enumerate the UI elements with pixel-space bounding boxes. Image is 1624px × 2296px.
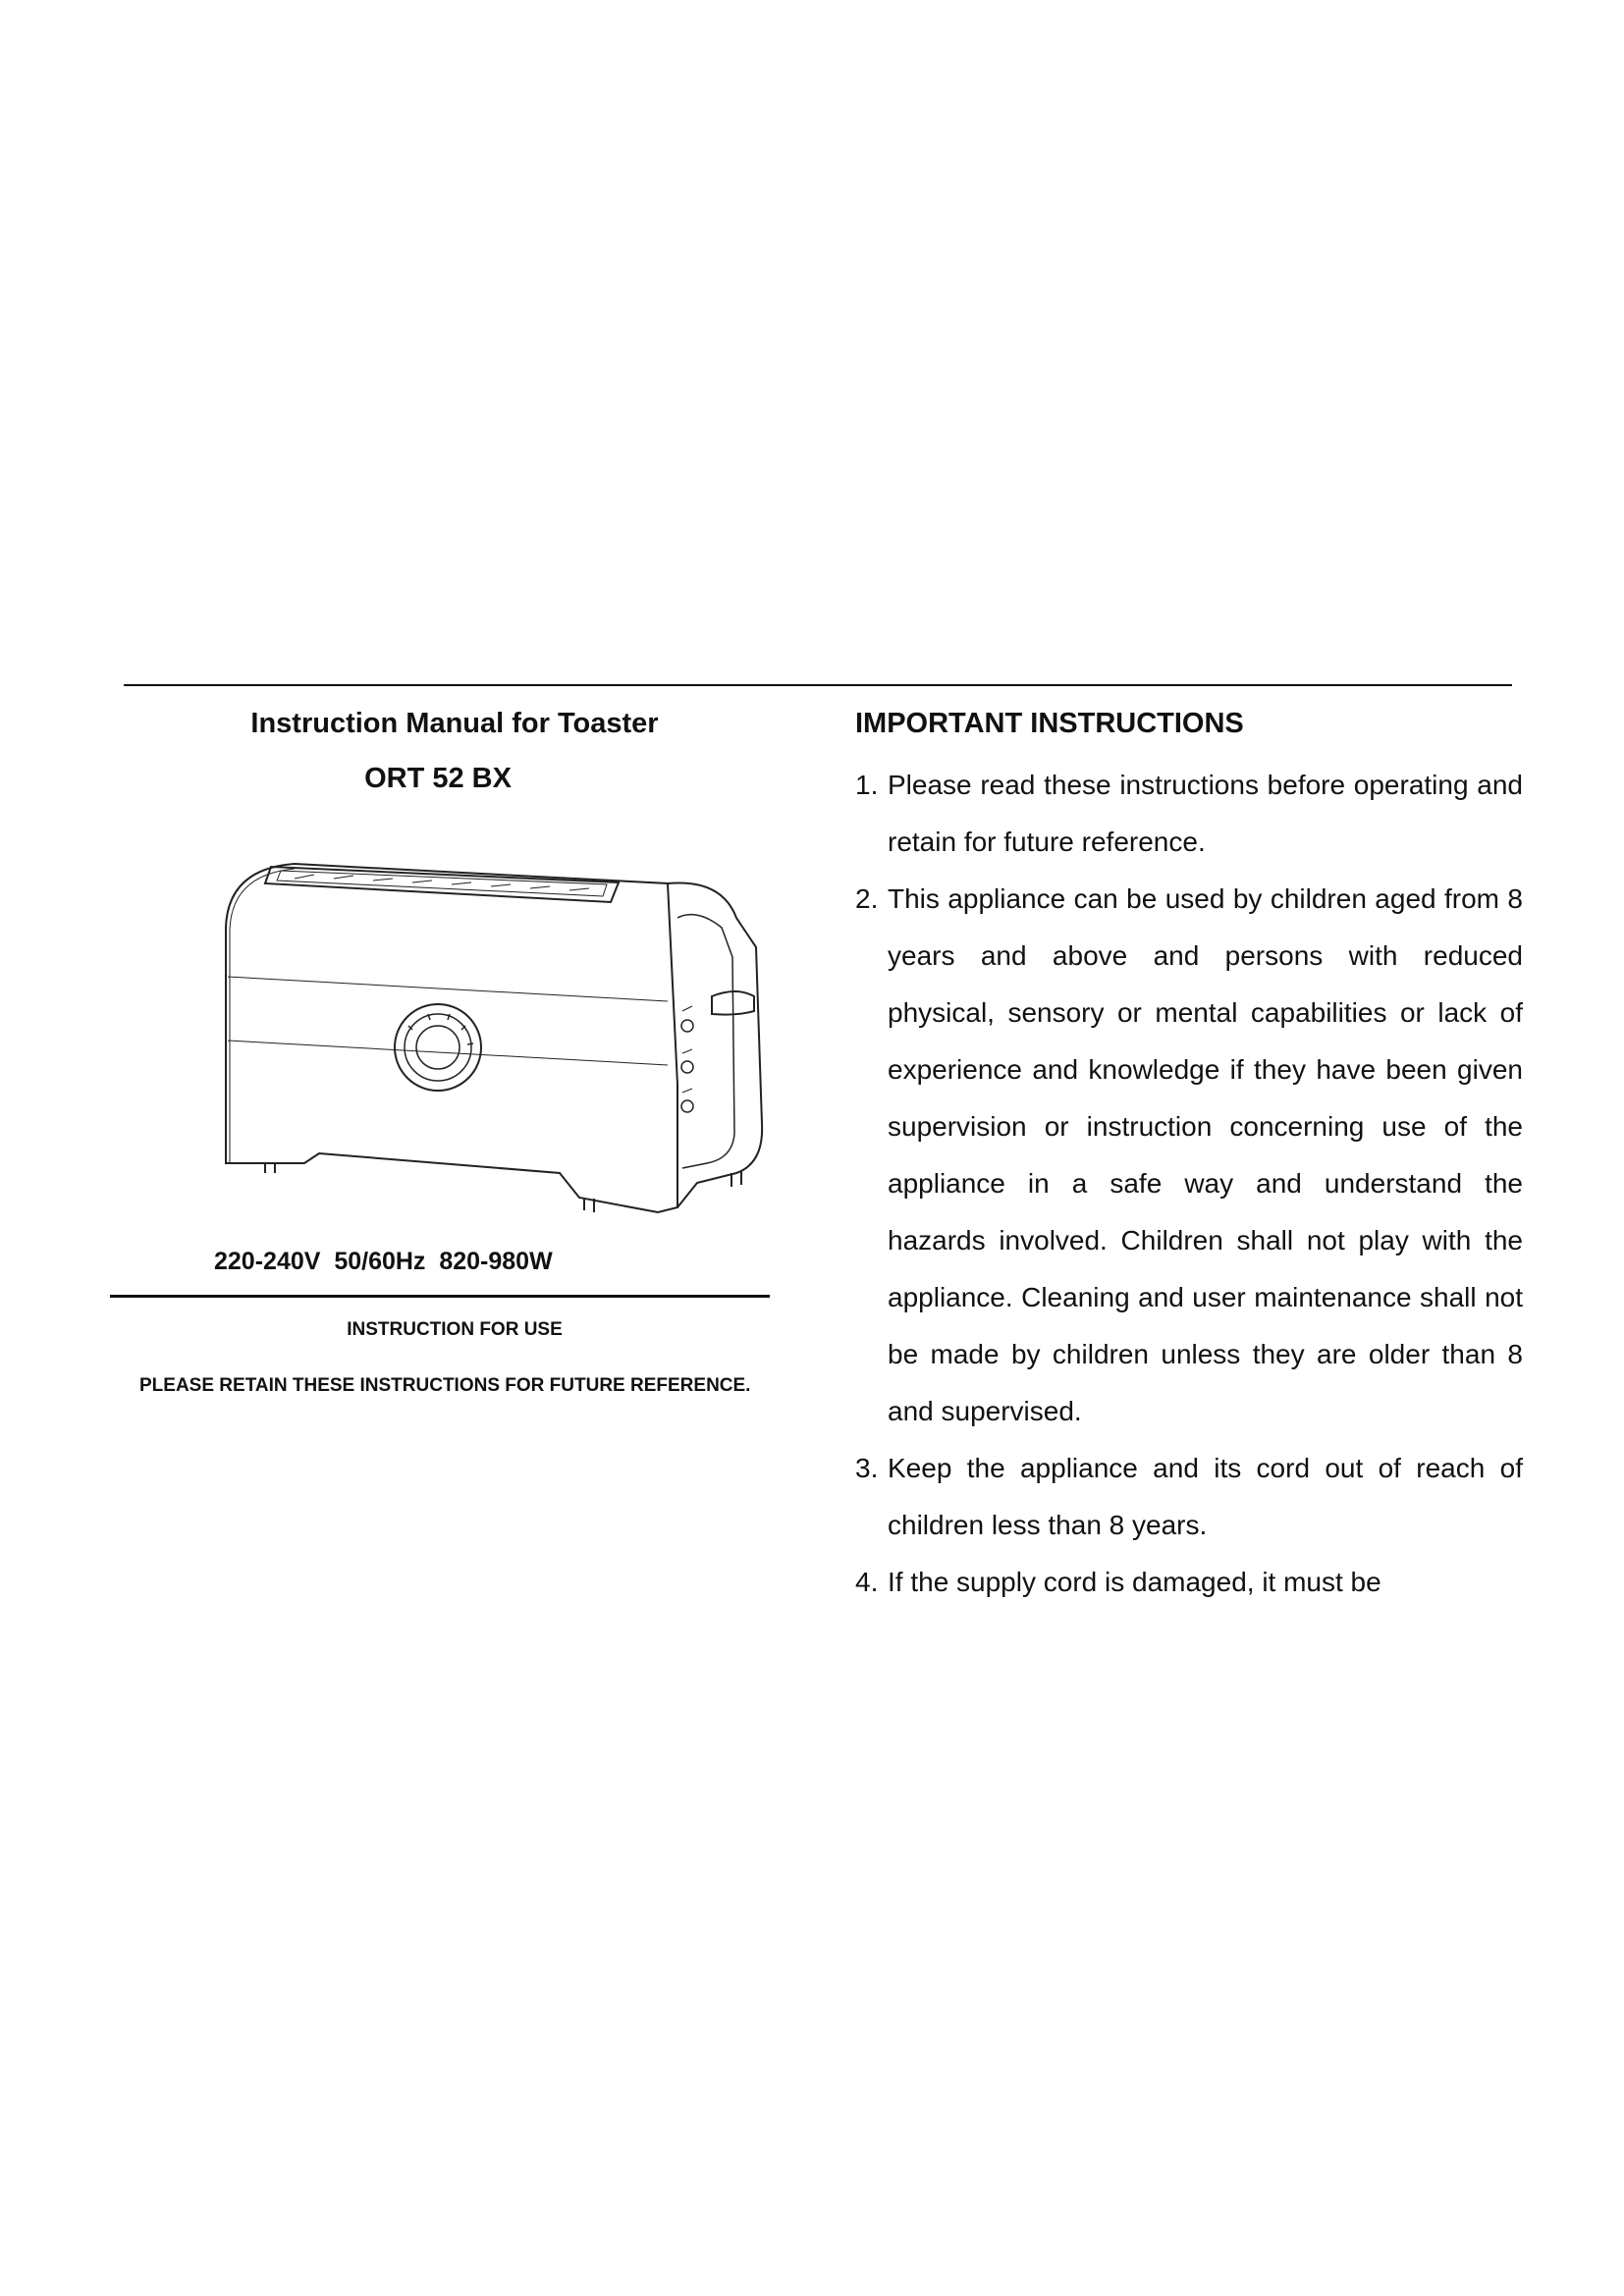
list-item [855, 1554, 1523, 1611]
list-item-text: Please read these instructions before operating and retain for future reference. [888, 770, 1523, 857]
model-number: ORT 52 BX [364, 763, 512, 794]
list-item-text: This appliance can be used by children aged from 8 years and above and persons with reduced physical, sensory or mental capabilities or lack of experience and knowledge if they have been given supervision or instruction concerning use of the appliance in a safe way and understand the hazards involved. Children shall not play with the appliance. Cleaning and user maintenance shall not be made by children unless they are older than 8 and supervised. [888, 883, 1523, 1426]
list-item-text: Keep the appliance and its cord out of reach of children less than 8 years. [888, 1453, 1523, 1540]
top-divider [124, 684, 1512, 686]
list-item-number: 3. [855, 1453, 879, 1483]
list-item-number: 4. [855, 1567, 879, 1597]
list-item [855, 757, 1523, 871]
list-item-text: If the supply cord is damaged, it must be [888, 1567, 1381, 1597]
list-item-number: 1. [855, 770, 879, 800]
left-divider [110, 1295, 770, 1298]
retain-instructions-note: PLEASE RETAIN THESE INSTRUCTIONS FOR FUTURE REFERENCE. [139, 1375, 751, 1396]
manual-title: Instruction Manual for Toaster [250, 708, 659, 739]
list-item [855, 1440, 1523, 1554]
instruction-list [855, 757, 1523, 1611]
electrical-specs: 220-240V 50/60Hz 820-980W [214, 1248, 553, 1275]
list-item [855, 871, 1523, 1440]
important-instructions-heading: IMPORTANT INSTRUCTIONS [855, 708, 1244, 739]
instruction-for-use-heading: INSTRUCTION FOR USE [347, 1319, 563, 1340]
list-item-number: 2. [855, 883, 879, 914]
toaster-illustration [187, 839, 825, 1232]
